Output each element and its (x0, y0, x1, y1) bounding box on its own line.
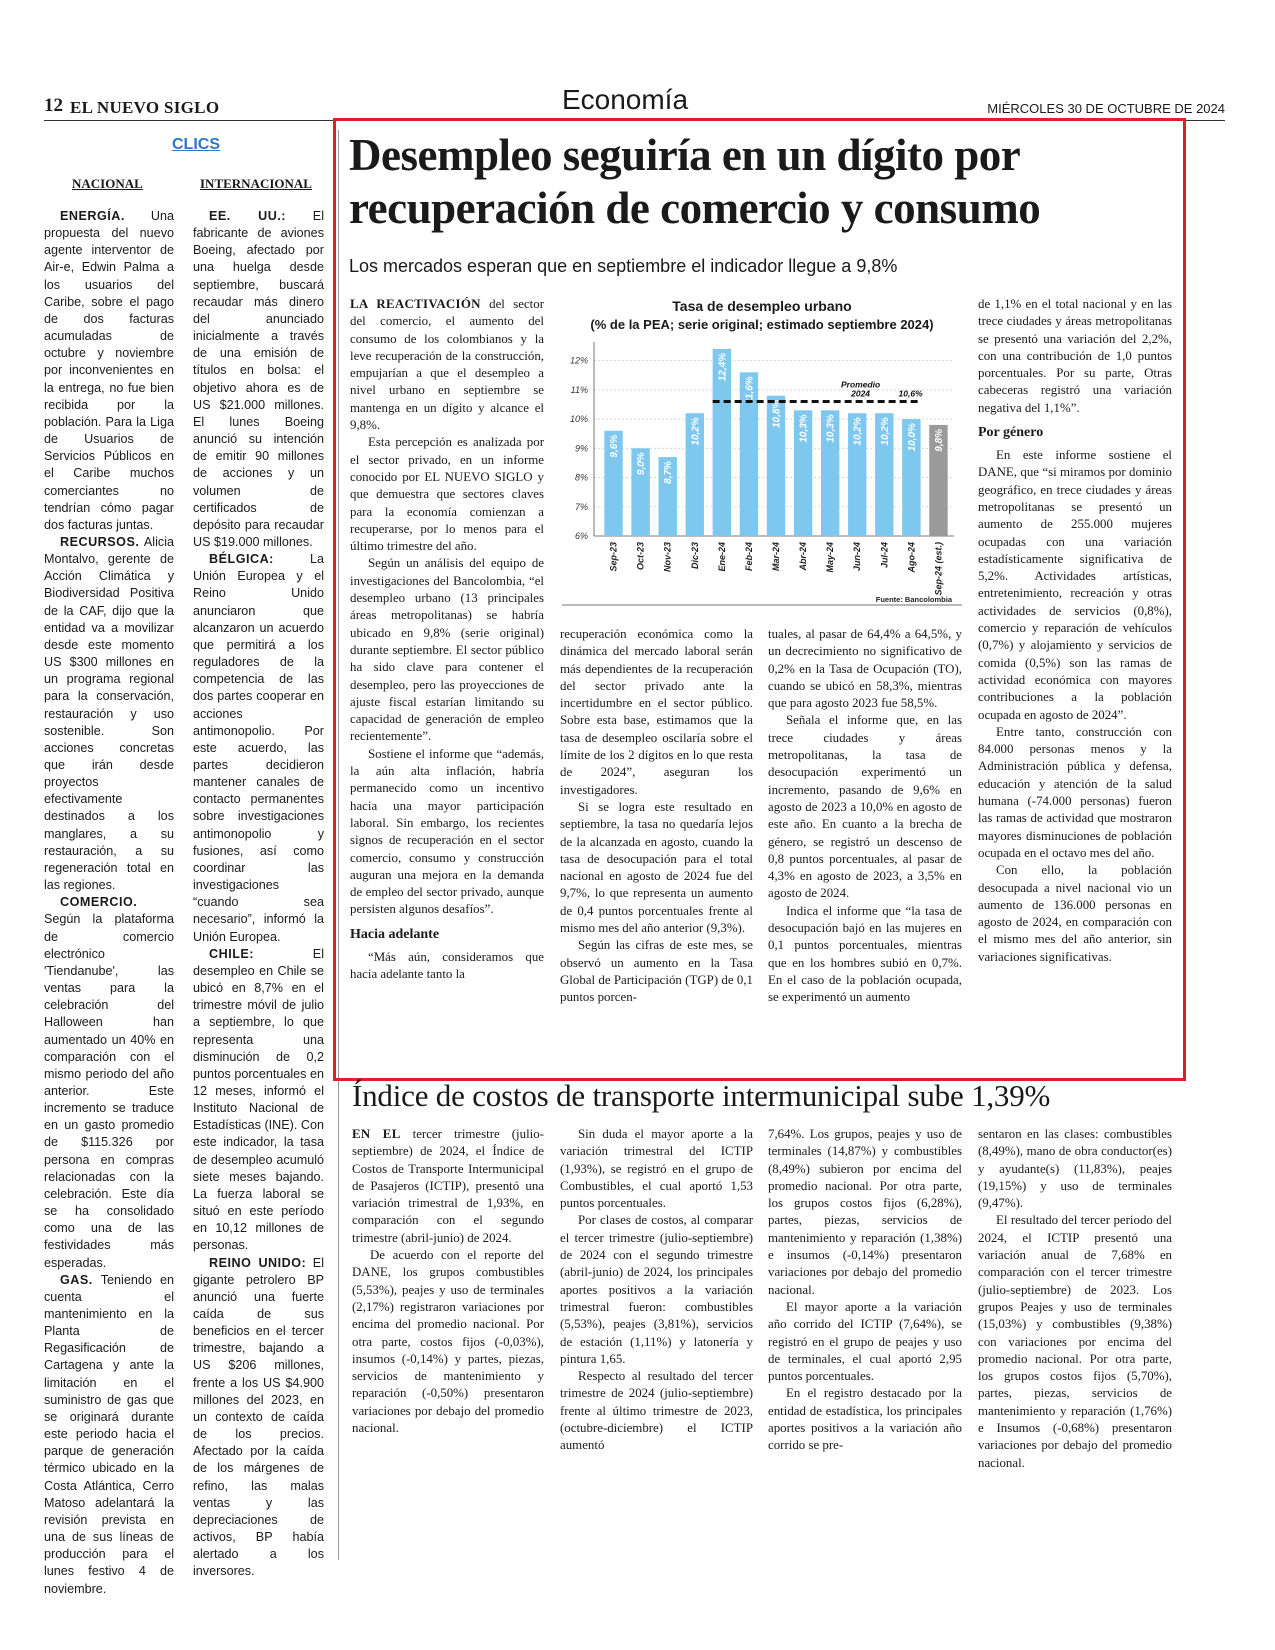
brief-item: RECURSOS. Alicia Montalvo, gerente de Acción Climática y Biodiversidad Positiva de la CAF, dijo que la entidad va a movilizar desde este momento US $300 millones en un programa regional para la conservación, restauración y uso sostenible. Son acciones concretas que irán desde proyectos efectivamente destinados a los manglares, a su restauración, a su regeneración total en las regiones. (44, 534, 174, 893)
sidebar-column-nacional (44, 208, 174, 1596)
brief-item: COMERCIO. Según la plataforma de comercio electrónico 'Tiendanube', las ventas para la celebración del Halloween han aumentado un 40% en comparación con el mismo periodo del año anterior. Este incremento se traduce en un gasto promedio de $115.326 por persona en compras relacionadas con la celebración. Este día se ha consolidado como una de las festividades más esperadas. (44, 895, 174, 1270)
newspaper-name: EL NUEVO SIGLO (70, 98, 220, 117)
chart-source: Fuente: Bancolombia (875, 595, 952, 604)
y-tick-label: 8% (574, 472, 588, 483)
article2-column-4: sentaron en las clases: combustibles (8,49%), mano de obra conductor(es) y ayudante(s) (11,83%), peajes (19,15%) y uso de terminales (9,47%). El resultado del tercer periodo del 2024, el ICTIP presentó una variación anual de 7,68% en comparación con el tercer trimestre (julio-septiembre) de 2023. Los grupos Peajes y uso de terminales (15,03%) y combustibles (9,38%) con variaciones por encima del promedio nacional. Por otra parte, los grupos costos fijos (5,70%), partes, piezas, servicios de mantenimiento y reparación (1,76%) e Insumos (-0,68%) presentaron variaciones por debajo del promedio nacional. (978, 1127, 1172, 1470)
data-label: 9,0% (636, 452, 648, 476)
article2-column-1: EN EL tercer trimestre (julio-septiembre) de 2024, el Índice de Costos de Transporte Intermunicipal de Pasajeros (ICTIP), presentó una variación trimestral de 1,93%, en comparación con el segundo trimestre (abril-junio) de 2024. De acuerdo con el reporte del DANE, los grupos combustibles (5,53%), peajes y uso de terminales (2,17%) registraron variaciones por encima del promedio nacional. Por otra parte, costos fijos (-0,03%), insumos (-0,14%) y partes, piezas, servicios de mantenimiento y reparación (-0,50%) presentaron variaciones por debajo del promedio nacional. (352, 1127, 544, 1436)
data-label: 9,6% (609, 434, 621, 458)
y-tick-label: 10% (569, 414, 588, 425)
article-column-1: LA REACTIVACIÓN del sector del comercio, el aumento del consumo de los colombianos y la leve recuperación de la construcción, empujarían a que el desempleo a nivel urbano en septiembre se mantenga en un dígito y alcance el 9,8%. Esta percepción es analizada por el sector privado, en un informe conocido por EL NUEVO SIGLO y que demuestra que sectores claves para la economía comienzan a recuperarse, por lo menos para el último trimestre del año. Según un análisis del equipo de investigaciones del Bancolombia, “el desempleo urbano (13 principales áreas metropolitanas) se habría ubicado en 9,8% (serie original) durante septiembre. El sector público ha sido clave para contener el desempleo, pero las proyecciones de ajuste fiscal estarían limitando su capacidad de generación de empleo recientemente”. Sostiene el informe que “además, la aún alta inflación, habría permanecido como un incentivo hacia una mayor participación laboral. Sin embargo, los recientes signos de recuperación en el sector comercio, consumo y construcción auguran una mejora en la demanda de empleo del sector privado, aunque persisten algunos desafíos”. Hacia adelante “Más aún, consideramos que hacia adelante tanto la (350, 297, 544, 981)
data-label: 8,7% (663, 461, 675, 484)
brief-item: EE. UU.: El fabricante de aviones Boeing, afectado por una huelga desde septiembre, buscará recaudar más dinero del anunciado inicialmente a través de una emisión de títulos en bolsa: el objetivo ahora es de US $21.000 millones. El lunes Boeing anunció su intención de emitir 90 millones de acciones y un volumen de certificados de depósito para recaudar US $19.000 millones. (193, 209, 325, 549)
data-label: 10,2% (690, 417, 702, 446)
sidebar-title-clics: CLICS (172, 136, 220, 153)
article-column-3: tuales, al pasar de 64,4% a 64,5%, y un decrecimiento no significativo de 0,2% en la Tasa de Ocupación (TO), cuando se ubicó en 58,3%, mientras que para agosto 2023 fue 58,5%. Señala el informe que, en las trece ciudades y áreas metropolitanas, la tasa de desocupación experimentó un incremento, pasando de 9,6% en agosto de 2023 a 10,0% en agosto de este año. En cuanto a la brecha de género, se registró un descenso de 0,8 puntos porcentuales, al pasar de 4,3% en agosto de 2023, a 3,5% en agosto de 2024. Indica el informe que “la tasa de desocupación bajó en las mujeres en 0,1 puntos porcentuales, mientras que en los hombres subió en 0,7%. En el caso de la población ocupada, se experimentó un aumento (768, 627, 962, 1005)
x-tick-label: Dic-23 (689, 542, 700, 570)
data-label: 12,4% (717, 352, 729, 382)
y-tick-label: 7% (574, 501, 588, 512)
y-tick-label: 12% (569, 355, 588, 366)
average-label: 2024 (851, 388, 871, 399)
y-tick-label: 11% (570, 384, 588, 395)
x-tick-label: Ago-24 (906, 542, 917, 573)
chart-title: Tasa de desempleo urbano (672, 298, 852, 314)
chart-subtitle: (% de la PEA; serie original; estimado septiembre 2024) (590, 317, 934, 332)
data-label: 10,3% (798, 414, 810, 443)
second-headline: Índice de costos de transporte intermunicipal sube 1,39% (352, 1078, 1051, 1113)
data-label: 10,2% (852, 417, 864, 446)
section-title: Economía (561, 84, 689, 115)
data-label: 10,0% (906, 423, 918, 452)
brief-item: GAS. Teniendo en cuenta el mantenimiento en la Planta de Regasificación de Cartagena y ante la limitación en el suministro de gas que se originará durante este periodo hacia el parque de generación térmico ubicado en la Costa Atlántica, Cerro Matoso adelantará la revisión prevista en una de sus líneas de producción para el lunes festivo 4 de noviembre. (44, 1272, 174, 1596)
average-label: Promedio (840, 379, 881, 390)
main-deck: Los mercados esperan que en septiembre el indicador llegue a 9,8% (349, 256, 898, 276)
x-tick-label: Jul-24 (879, 542, 890, 569)
subhead: Hacia adelante (350, 926, 440, 942)
sidebar-column-internacional (193, 208, 325, 1579)
article2-column-3: 7,64%. Los grupos, peajes y uso de terminales (14,87%) y combustibles (8,49%) subieron por encima del promedio nacional. Por otra parte, los grupos costos fijos (6,28%), partes, piezas, servicios de mantenimiento y reparación (1,38%) e insumos (-0,14%) presentaron variaciones por debajo del promedio nacional. El mayor aporte a la variación año corrido del ICTIP (7,64%), se registró en el grupo de peajes y uso de terminales, el cual aportó 2,95 puntos porcentuales. En el registro destacado por la entidad de estadística, los principales aportes positivos a la variación año corrido se pre- (768, 1127, 962, 1453)
brief-item: ENERGÍA. Una propuesta del nuevo agente interventor de Air-e, Edwin Palma a los usuarios del Caribe, sobre el pago de dos facturas acumuladas de octubre y noviembre por inconvenientes en la entrega, no fue bien recibida por la población. Para la Liga de Usuarios de Servicios Públicos en el Caribe muchos comerciantes no tendrían cómo pagar dos facturas juntas. (44, 209, 174, 532)
x-tick-label: Sep-23 (608, 542, 619, 572)
issue-date: MIÉRCOLES 30 DE OCTUBRE DE 2024 (987, 101, 1225, 116)
brief-item: BÉLGICA: La Unión Europea y el Reino Unido anunciaron que alcanzaron un acuerdo que permitirá a los reguladores de la competencia de las dos partes cooperar en acciones antimonopolio. Por este acuerdo, las partes decidieron mantener canales de contacto permanentes sobre investigaciones antimonopolio y fusiones, así como coordinar las investigaciones “cuando sea necesario”, informó la Unión Europea. (193, 552, 324, 944)
article2-column-2: Sin duda el mayor aporte a la variación trimestral del ICTIP (1,93%), se registró en el grupo de Combustibles, el cual aportó 1,53 puntos porcentuales. Por clases de costos, al comparar el tercer trimestre (julio-septiembre) de 2024 con el segundo trimestre (abril-junio) de 2024, los principales aportes positivos a la variación trimestral fueron: combustibles (5,53%), peajes (3,81%), servicios de estación (1,11%) y latonería y pintura 1,65. Respecto al resultado del tercer trimestre de 2024 (julio-septiembre) frente al último trimestre de 2023, (octubre-diciembre) el ICTIP aumentó (560, 1127, 753, 1453)
data-label: 10,3% (825, 414, 837, 443)
x-tick-label: Mar-24 (771, 542, 781, 572)
data-label: 9,8% (933, 428, 945, 452)
x-tick-label: Nov-23 (662, 542, 673, 573)
brief-item: REINO UNIDO: El gigante petrolero BP anunció una fuerte caída de sus beneficios en el tercer trimestre, bajando a US $206 millones, frente a los US $4.900 millones del 2023, en un contexto de caída de los precios. Afectado por la caída de los márgenes de refino, las malas ventas y las depreciaciones de activos, BP había alertado a los inversores. (193, 1255, 325, 1579)
sidebar-heading-nacional: NACIONAL (72, 176, 143, 191)
brief-item: CHILE: El desempleo en Chile se ubicó en 8,7% en el trimestre móvil de julio a septiembre, lo que representa una disminución de 0,2 puntos porcentuales en 12 meses, informó el Instituto Nacional de Estadísticas (INE). Con este indicador, la tasa de desempleo acumuló siete meses bajando. La fuerza laboral se situó en este período en 10,12 millones de personas. (193, 946, 324, 1253)
article-column-2: recuperación económica como la dinámica del mercado laboral serán más dependientes de la recuperación del sector privado ante la incertidumbre en el sector público. Sobre esta base, estimamos que la tasa de desempleo oscilaría sobre el límite de los 2 dígitos en lo que resta de 2024”, aseguran los investigadores. Si se logra este resultado en septiembre, la tasa no quedaría lejos de la alcanzada en agosto, cuando la tasa de desocupación para el total nacional en agosto de 2024 fue del 9,7%, lo que representa un aumento de 0,4 puntos porcentuales frente al mismo mes del año anterior (9,3%). Según las cifras de este mes, se observó un aumento en la Tasa Global de Participación (TGP) de 0,1 puntos porcen- (560, 627, 753, 1005)
y-tick-label: 9% (574, 443, 588, 454)
x-tick-label: Abr-24 (798, 542, 809, 571)
x-tick-label: Feb-24 (743, 542, 754, 572)
x-tick-label: Jun-24 (852, 542, 863, 572)
article-column-4: de 1,1% en el total nacional y en las trece ciudades y áreas metropolitanas se presentó una variación del 2,2%, con una contribución de 1,0 puntos porcentuales. Por su parte, Otras cabeceras registró una variación negativa del 1,1%”. Por género En este informe sostiene el DANE, que “si miramos por dominio geográfico, en trece ciudades y áreas metropolitanas se presentó un aumento de 255.000 mujeres ocupadas con una variación estadísticamente significativa de 5,2%. Actividades artísticas, entretenimiento, recreación y otras actividades de servicios (0,8%), comercio y reparación de vehículos (0,7%) y alojamiento y servicios de comida (0,5%) son las ramas de actividad económica con mayores contribuciones a la población ocupada en agosto de 2024”. Entre tanto, construcción con 84.000 personas menos y la Administración pública y defensa, educación y atención de la salud humana (-74.000 personas) fueron las ramas de actividad que mostraron mayores disminuciones de población ocupada en el octavo mes del año. Con ello, la población desocupada a nivel nacional vio un aumento de 136.000 personas en agosto de 2024, en comparación con el mismo mes del año anterior, sin variaciones significativas. (978, 297, 1172, 964)
data-label: 10,8% (771, 399, 783, 429)
subhead: Por género (978, 425, 1044, 441)
data-label: 10,2% (879, 417, 891, 446)
x-tick-label: Sep-24 (est.) (933, 542, 944, 596)
y-tick-label: 6% (574, 531, 588, 541)
x-tick-label: Oct-23 (635, 542, 646, 571)
x-tick-label: Ene-24 (716, 542, 727, 572)
average-value: 10,6% (898, 388, 923, 399)
data-label: 11,6% (744, 376, 756, 404)
sidebar-heading-internacional: INTERNACIONAL (200, 176, 312, 191)
x-tick-label: May-24 (825, 542, 836, 573)
chart-plot (562, 336, 962, 606)
chart (562, 296, 962, 608)
main-headline: Desempleo seguiría en un dígito por recuperación de comercio y consumo (349, 130, 1041, 233)
page-number: 12 (44, 95, 63, 116)
